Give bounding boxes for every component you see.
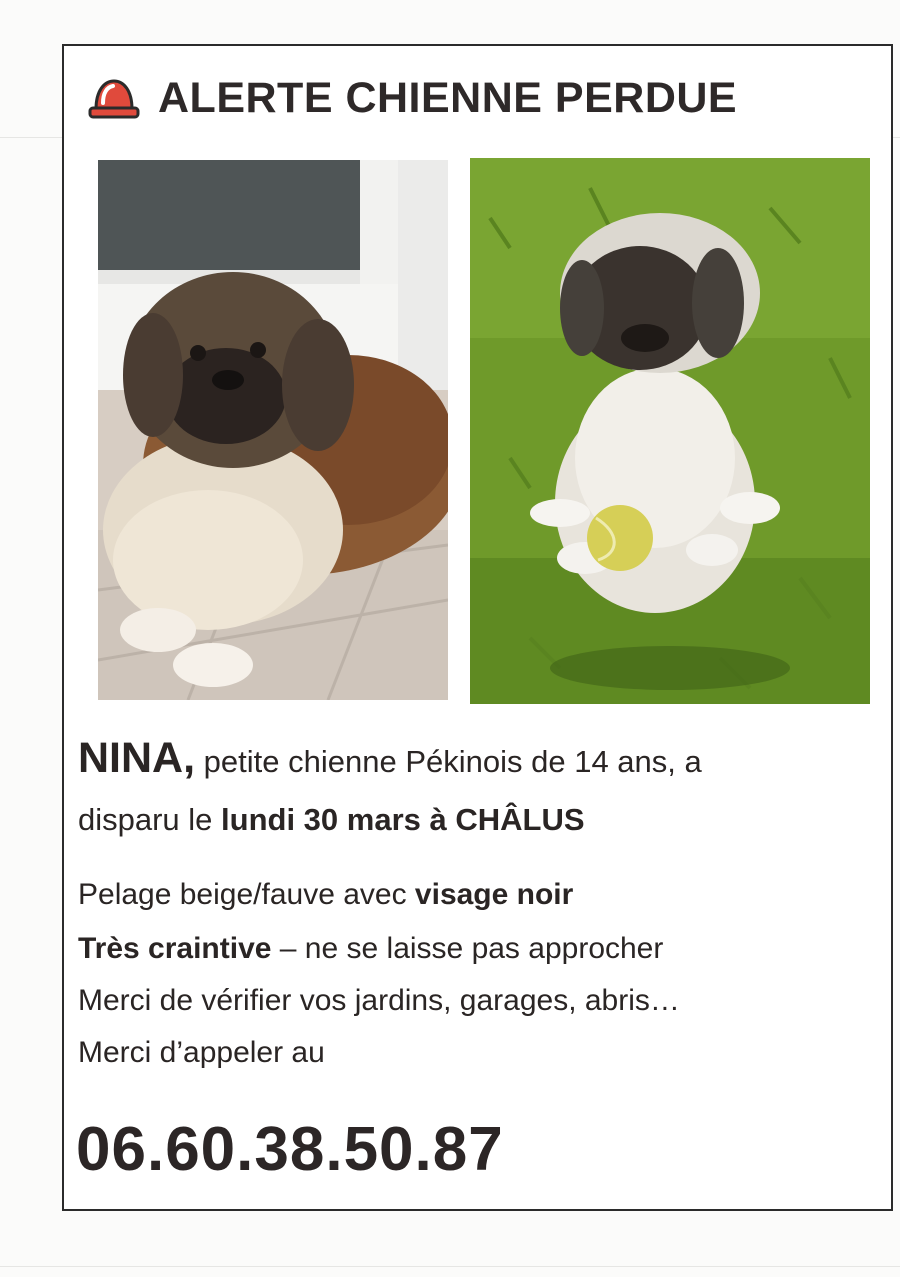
- scan-edge-bottom: [0, 1266, 900, 1267]
- description-line-1: [78, 734, 878, 783]
- photo-dog-on-grass: [470, 158, 870, 704]
- poster-header: [86, 70, 737, 126]
- phone-number: 06.60.38.50.87: [76, 1115, 504, 1184]
- description-line-2: [78, 802, 878, 838]
- temperament-line: [78, 932, 878, 966]
- description-breed-age: petite chienne Pékinois de 14 ans, a: [195, 744, 702, 779]
- alarm-light-icon: [86, 75, 142, 121]
- dog-name: NINA,: [78, 734, 196, 782]
- page-title: ALERTE CHIENNE PERDUE: [158, 73, 738, 122]
- temperament-note: – ne se laisse pas approcher: [271, 932, 664, 965]
- poster-frame: [62, 44, 893, 1211]
- disappearance-date-place: lundi 30 mars à CHÂLUS: [221, 802, 585, 837]
- photo-dog-on-doorstep: [98, 160, 448, 700]
- check-request-line: Merci de vérifier vos jardins, garages, abris…: [78, 984, 680, 1017]
- coat-face-highlight: visage noir: [414, 878, 574, 911]
- temperament-highlight: Très craintive: [78, 932, 272, 965]
- coat-description: Pelage beige/fauve avec: [78, 878, 415, 911]
- coat-line: [78, 878, 878, 912]
- disappearance-prefix: disparu le: [78, 802, 222, 837]
- call-request-line: Merci d’appeler au: [78, 1036, 325, 1069]
